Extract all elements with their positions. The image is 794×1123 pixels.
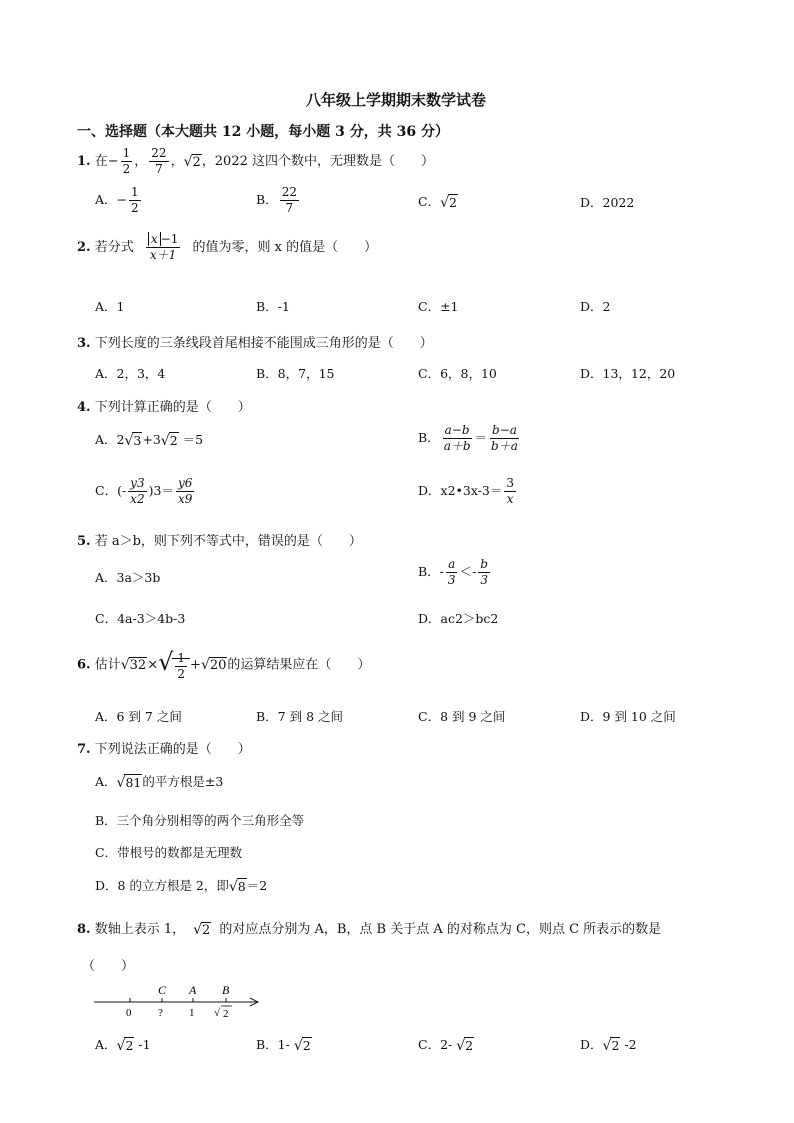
q5-option-a[interactable]: A．3a＞3b: [95, 570, 161, 585]
q8-option-a[interactable]: A．√2 -1: [95, 1037, 151, 1054]
fraction: $\frac{1}{2}$: [122, 146, 131, 176]
section-heading: 一、选择题（本大题共 12 小题，每小题 3 分，共 36 分）: [77, 124, 449, 140]
q7-option-d[interactable]: D．8 的立方根是 2，即√8＝2: [95, 878, 268, 895]
q8-option-b[interactable]: B．1- √2: [256, 1037, 311, 1054]
question-6: 6. 估计√32×√ $\frac{1}{2}$ +√20的运算结果应在（ ）: [77, 648, 371, 681]
fraction: $\frac{x -1}{x+1}$: [146, 232, 180, 263]
tick-label-question: ?: [158, 1007, 163, 1019]
q7-option-b[interactable]: B．三个角分别相等的两个三角形全等: [95, 813, 305, 828]
q2-option-c[interactable]: C．±1: [418, 299, 459, 314]
q4-option-a[interactable]: A．2√3+3√2 ＝5: [95, 432, 204, 449]
q8-answer-paren: （ ）: [82, 959, 135, 974]
q1-text-pre: 在−: [94, 154, 119, 169]
tick-label-0: 0: [126, 1007, 132, 1019]
page-title: 八年级上学期期末数学试卷: [306, 91, 487, 109]
q6-option-c[interactable]: C．8 到 9 之间: [418, 709, 506, 724]
q3-option-b[interactable]: B．8，7，15: [256, 366, 335, 381]
q6-option-a[interactable]: A．6 到 7 之间: [95, 709, 182, 724]
q1-option-b[interactable]: B． $\frac{22}{7}$: [256, 185, 297, 215]
q7-option-c[interactable]: C．带根号的数都是无理数: [95, 845, 243, 860]
q8-option-c[interactable]: C．2- √2: [418, 1037, 474, 1054]
q2-option-b[interactable]: B．-1: [256, 299, 290, 314]
tick-label-sqrt2-radical: √: [214, 1007, 221, 1019]
question-2: [77, 232, 377, 263]
q7-option-a[interactable]: A．√81的平方根是±3: [95, 774, 224, 791]
question-7: 7. 下列说法正确的是（ ）: [77, 742, 251, 757]
q1-text-post: ，2022 这四个数中，无理数是（ ）: [201, 154, 434, 169]
q5-option-b[interactable]: B．- $\frac{a}{3}$ ＜- $\frac{b}{3}$: [418, 557, 488, 587]
q1-option-a[interactable]: A．− $\frac{1}{2}$: [95, 185, 139, 215]
question-1: [77, 146, 434, 177]
q3-option-d[interactable]: D．13，12，20: [580, 366, 676, 381]
q8-option-d[interactable]: D．√2 -2: [580, 1037, 637, 1054]
q2-option-a[interactable]: A．1: [95, 299, 125, 314]
q1-option-d[interactable]: D．2022: [580, 195, 635, 210]
number-line: [90, 980, 270, 1022]
question-4: 4. 下列计算正确的是（ ）: [77, 400, 251, 415]
q2-text-pre: 若分式: [94, 240, 134, 255]
q1-comma: ，: [170, 154, 184, 169]
label-c: C: [158, 983, 167, 997]
question-number: 2.: [77, 240, 91, 255]
label-b: B: [222, 983, 230, 997]
q2-option-d[interactable]: D．2: [580, 299, 611, 314]
label-a: A: [189, 983, 197, 997]
q5-option-d[interactable]: D．ac2＞bc2: [418, 611, 499, 626]
q4-option-d[interactable]: D．x2•3x-3＝ $\frac{3}{x}$: [418, 476, 514, 506]
question-3: 3. 下列长度的三条线段首尾相接不能围成三角形的是（ ）: [77, 336, 433, 351]
q3-option-a[interactable]: A．2，3，4: [95, 366, 166, 381]
q1-comma: ，: [134, 154, 148, 169]
tick-label-sqrt2: 2: [223, 1008, 229, 1020]
q3-option-c[interactable]: C．6，8，10: [418, 366, 497, 381]
question-8: 8. 数轴上表示 1， √2 的对应点分别为 A，B，点 B 关于点 A 的对称点为 C，则点 C 所表示的数是: [77, 921, 662, 938]
fraction: $\frac{22}{7}$: [151, 146, 167, 176]
q4-option-c[interactable]: C．(- $\frac{y3}{x2}$ )3＝ $\frac{y6}{x9}$: [95, 476, 193, 506]
q6-option-b[interactable]: B．7 到 8 之间: [256, 709, 344, 724]
sqrt: √2: [183, 153, 201, 170]
question-number: 1.: [77, 154, 91, 169]
tick-label-1: 1: [189, 1007, 195, 1019]
q4-option-b[interactable]: B． $\frac{a-b}{a+b}$ ＝ $\frac{b-a}{b+a}$: [418, 423, 518, 453]
question-5: 5. 若 a＞b，则下列不等式中，错误的是（ ）: [77, 534, 362, 549]
q5-option-c[interactable]: C．4a-3＞4b-3: [95, 611, 186, 626]
q2-text-post: 的值为零，则 x 的值是（ ）: [192, 240, 378, 255]
q6-option-d[interactable]: D．9 到 10 之间: [580, 709, 676, 724]
q1-option-c[interactable]: C．√2: [418, 194, 457, 211]
